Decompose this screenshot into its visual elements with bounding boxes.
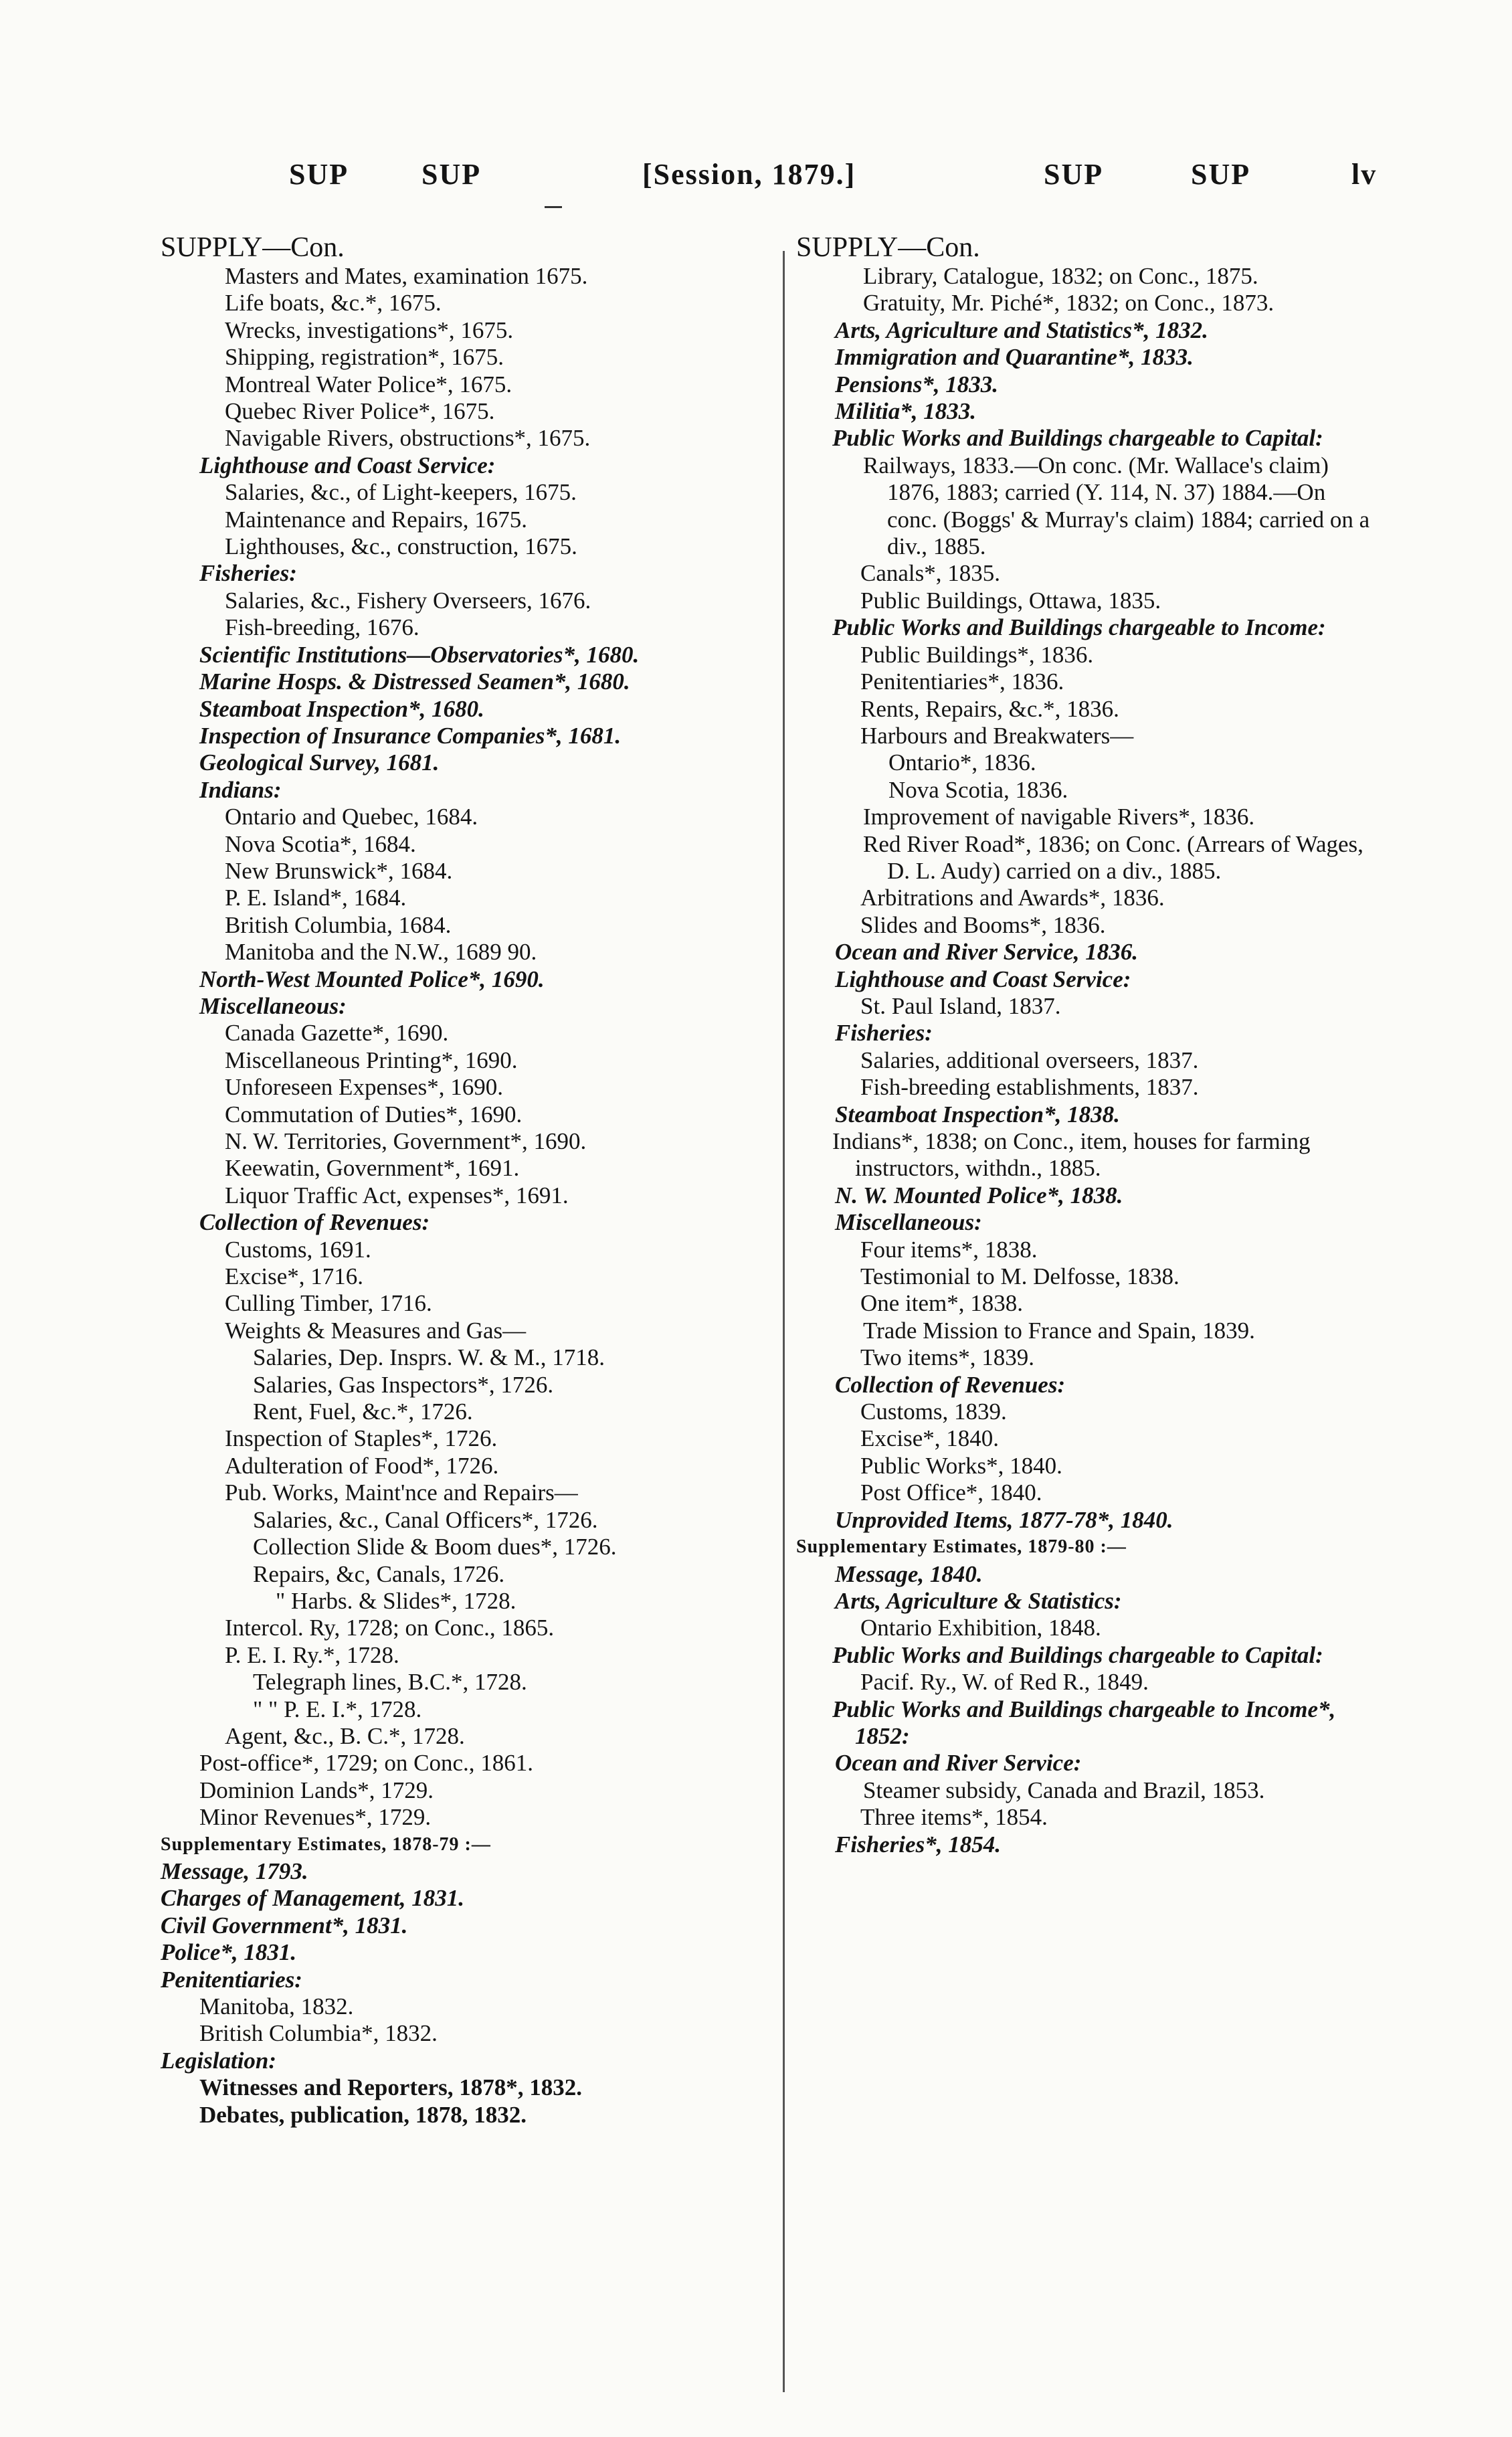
running-header [0, 157, 1512, 211]
index-entry: Adulteration of Food*, 1726. [225, 1452, 499, 1479]
index-entry: Shipping, registration*, 1675. [225, 344, 504, 371]
index-entry: Post Office*, 1840. [860, 1479, 1042, 1506]
index-entry: Manitoba, 1832. [199, 1993, 354, 2019]
index-entry: Collection Slide & Boom dues*, 1726. [253, 1534, 617, 1560]
index-entry: British Columbia*, 1832. [199, 2020, 438, 2047]
index-entry: Penitentiaries*, 1836. [860, 668, 1064, 695]
index-entry: Supplementary Estimates, 1878-79 :— [161, 1833, 491, 1855]
index-entry: Scientific Institutions—Observatories*, 1680. [199, 641, 640, 668]
index-entry: Ontario Exhibition, 1848. [860, 1615, 1101, 1641]
index-entry: Intercol. Ry, 1728; on Conc., 1865. [225, 1615, 555, 1641]
index-entry: Indians*, 1838; on Conc., item, houses for farming instructors, withdn., 1885. [832, 1128, 1311, 1182]
index-entry: Miscellaneous: [199, 992, 347, 1019]
index-entry: Canada Gazette*, 1690. [225, 1020, 449, 1047]
index-entry: Trade Mission to France and Spain, 1839. [863, 1317, 1255, 1344]
index-entry: Lighthouses, &c., construction, 1675. [225, 533, 577, 560]
index-entry: Police*, 1831. [161, 1939, 297, 1966]
index-entry: Message, 1793. [161, 1858, 308, 1884]
index-entry: " " P. E. I.*, 1728. [253, 1696, 422, 1722]
index-entry: Fisheries: [835, 1020, 933, 1047]
index-entry: Fisheries: [199, 560, 297, 587]
index-entry: Salaries, Gas Inspectors*, 1726. [253, 1371, 554, 1398]
header-catchword-right-1: SUP [1044, 158, 1104, 191]
index-entry: Wrecks, investigations*, 1675. [225, 317, 514, 343]
index-entry: SUPPLY—Con. [796, 232, 980, 263]
index-entry: Repairs, &c, Canals, 1726. [253, 1560, 505, 1587]
index-entry: Salaries, &c., of Light-keepers, 1675. [225, 479, 577, 506]
index-entry: Public Works and Buildings chargeable to Income: [832, 614, 1326, 641]
index-entry: Lighthouse and Coast Service: [835, 966, 1131, 992]
index-entry: Testimonial to M. Delfosse, 1838. [860, 1263, 1179, 1290]
index-entry: Unforeseen Expenses*, 1690. [225, 1074, 504, 1101]
index-entry: Three items*, 1854. [860, 1804, 1048, 1831]
index-entry: Maintenance and Repairs, 1675. [225, 506, 527, 533]
index-entry: Four items*, 1838. [860, 1236, 1038, 1263]
index-column-left [161, 233, 763, 2129]
index-entry: Public Works and Buildings chargeable to Income*, 1852: [832, 1696, 1336, 1749]
index-entry: Immigration and Quarantine*, 1833. [835, 344, 1194, 371]
index-entry: Navigable Rivers, obstructions*, 1675. [225, 425, 591, 452]
index-entry: Improvement of navigable Rivers*, 1836. [863, 804, 1255, 830]
index-entry: Canals*, 1835. [860, 560, 1001, 587]
index-entry: Pensions*, 1833. [835, 371, 999, 397]
index-entry: Masters and Mates, examination 1675. [225, 263, 588, 289]
index-entry: Ocean and River Service, 1836. [835, 939, 1138, 966]
index-entry: N. W. Territories, Government*, 1690. [225, 1128, 587, 1154]
index-entry: Ocean and River Service: [835, 1750, 1082, 1777]
header-page-number: lv [1351, 158, 1378, 191]
index-entry: Fisheries*, 1854. [835, 1831, 1001, 1858]
index-entry: Inspection of Insurance Companies*, 1681. [199, 722, 622, 749]
index-entry: Unprovided Items, 1877-78*, 1840. [835, 1506, 1173, 1533]
index-entry: Public Buildings*, 1836. [860, 641, 1094, 668]
index-entry: Fish-breeding establishments, 1837. [860, 1074, 1199, 1101]
index-column-right [796, 233, 1378, 1858]
index-entry: N. W. Mounted Police*, 1838. [835, 1182, 1123, 1208]
index-entry: Steamer subsidy, Canada and Brazil, 1853. [863, 1777, 1265, 1803]
index-entry: Public Works*, 1840. [860, 1452, 1062, 1479]
index-entry: Miscellaneous Printing*, 1690. [225, 1047, 518, 1073]
index-entry: One item*, 1838. [860, 1290, 1024, 1317]
index-entry: Customs, 1691. [225, 1236, 371, 1263]
index-entry: St. Paul Island, 1837. [860, 992, 1061, 1019]
index-entry: Agent, &c., B. C.*, 1728. [225, 1722, 465, 1749]
index-entry: Telegraph lines, B.C.*, 1728. [253, 1669, 527, 1696]
index-entry: Indians: [199, 776, 282, 803]
index-entry: Legislation: [161, 2047, 277, 2074]
index-entry: Keewatin, Government*, 1691. [225, 1155, 520, 1182]
index-entry: Harbours and Breakwaters— [860, 722, 1134, 749]
header-catchword-right-2: SUP [1191, 158, 1251, 191]
index-entry: Arts, Agriculture & Statistics: [835, 1587, 1122, 1614]
index-entry: Excise*, 1716. [225, 1263, 364, 1290]
index-entry: Ontario and Quebec, 1684. [225, 804, 478, 830]
index-entry: British Columbia, 1684. [225, 911, 452, 938]
index-entry: Nova Scotia*, 1684. [225, 830, 416, 857]
index-entry: Inspection of Staples*, 1726. [225, 1425, 498, 1452]
index-entry: Pub. Works, Maint'nce and Repairs— [225, 1479, 578, 1506]
index-entry: New Brunswick*, 1684. [225, 857, 453, 884]
index-entry: Pacif. Ry., W. of Red R., 1849. [860, 1669, 1149, 1696]
index-entry: Life boats, &c.*, 1675. [225, 290, 442, 317]
index-entry: Lighthouse and Coast Service: [199, 452, 496, 478]
index-entry: " Harbs. & Slides*, 1728. [276, 1587, 516, 1614]
index-entry: Public Buildings, Ottawa, 1835. [860, 587, 1161, 614]
index-entry: Salaries, additional overseers, 1837. [860, 1047, 1199, 1073]
index-entry: Manitoba and the N.W., 1689 90. [225, 939, 537, 966]
index-entry: Public Works and Buildings chargeable to Capital: [832, 1641, 1323, 1668]
index-entry: Liquor Traffic Act, expenses*, 1691. [225, 1182, 569, 1208]
index-entry: Witnesses and Reporters, 1878*, 1832. [199, 2074, 582, 2101]
index-entry: P. E. Island*, 1684. [225, 885, 407, 911]
index-entry: Commutation of Duties*, 1690. [225, 1101, 523, 1127]
index-entry: Customs, 1839. [860, 1398, 1007, 1425]
index-entry: Nova Scotia, 1836. [888, 776, 1068, 803]
index-entry: Salaries, Dep. Insprs. W. & M., 1718. [253, 1344, 605, 1371]
index-entry: Civil Government*, 1831. [161, 1912, 408, 1938]
index-entry: Message, 1840. [835, 1560, 983, 1587]
index-entry: Rent, Fuel, &c.*, 1726. [253, 1398, 473, 1425]
index-entry: Steamboat Inspection*, 1838. [835, 1101, 1120, 1127]
index-entry: Weights & Measures and Gas— [225, 1317, 527, 1344]
index-entry: Excise*, 1840. [860, 1425, 1000, 1452]
index-entry: Post-office*, 1729; on Conc., 1861. [199, 1750, 534, 1777]
index-entry: Ontario*, 1836. [888, 749, 1036, 776]
index-entry: Arbitrations and Awards*, 1836. [860, 885, 1165, 911]
header-session: [Session, 1879.] [642, 158, 856, 191]
header-catchword-left-1: SUP [289, 158, 349, 191]
index-entry: Gratuity, Mr. Piché*, 1832; on Conc., 1873. [863, 290, 1274, 317]
index-entry: Montreal Water Police*, 1675. [225, 371, 512, 397]
index-entry: Railways, 1833.—On conc. (Mr. Wallace's claim) 1876, 1883; carried (Y. 114, N. 37) 1884.—On conc. (Boggs' & Murray's claim) 1884; carried on a div., 1885. [863, 452, 1370, 560]
index-entry: Quebec River Police*, 1675. [225, 398, 495, 425]
index-entry: Geological Survey, 1681. [199, 749, 440, 776]
index-entry: Dominion Lands*, 1729. [199, 1777, 434, 1803]
index-entry: Arts, Agriculture and Statistics*, 1832. [835, 317, 1208, 343]
index-entry: Debates, publication, 1878, 1832. [199, 2101, 527, 2128]
index-entry: Culling Timber, 1716. [225, 1290, 432, 1317]
index-entry: Miscellaneous: [835, 1209, 982, 1236]
index-entry: Rents, Repairs, &c.*, 1836. [860, 695, 1119, 722]
index-entry: Collection of Revenues: [199, 1209, 430, 1236]
index-entry: Slides and Booms*, 1836. [860, 911, 1106, 938]
index-entry: Public Works and Buildings chargeable to Capital: [832, 425, 1323, 452]
header-rule [545, 206, 562, 208]
index-entry: Supplementary Estimates, 1879-80 :— [796, 1536, 1127, 1558]
column-divider [783, 251, 785, 2392]
index-entry: Library, Catalogue, 1832; on Conc., 1875. [863, 263, 1258, 289]
index-entry: Marine Hosps. & Distressed Seamen*, 1680. [199, 668, 630, 695]
index-entry: Steamboat Inspection*, 1680. [199, 695, 484, 722]
index-entry: Fish-breeding, 1676. [225, 614, 419, 641]
index-entry: Minor Revenues*, 1729. [199, 1804, 432, 1831]
index-entry: SUPPLY—Con. [161, 232, 345, 263]
index-entry: P. E. I. Ry.*, 1728. [225, 1641, 399, 1668]
index-entry: Two items*, 1839. [860, 1344, 1035, 1371]
index-entry: Militia*, 1833. [835, 398, 976, 425]
index-entry: Collection of Revenues: [835, 1371, 1066, 1398]
index-entry: Red River Road*, 1836; on Conc. (Arrears of Wages, D. L. Audy) carried on a div., 1885. [863, 830, 1363, 884]
index-entry: Salaries, &c., Canal Officers*, 1726. [253, 1506, 598, 1533]
index-entry: North-West Mounted Police*, 1690. [199, 966, 545, 992]
index-entry: Charges of Management, 1831. [161, 1885, 465, 1912]
index-entry: Penitentiaries: [161, 1966, 302, 1993]
header-catchword-left-2: SUP [421, 158, 482, 191]
index-entry: Salaries, &c., Fishery Overseers, 1676. [225, 587, 591, 614]
